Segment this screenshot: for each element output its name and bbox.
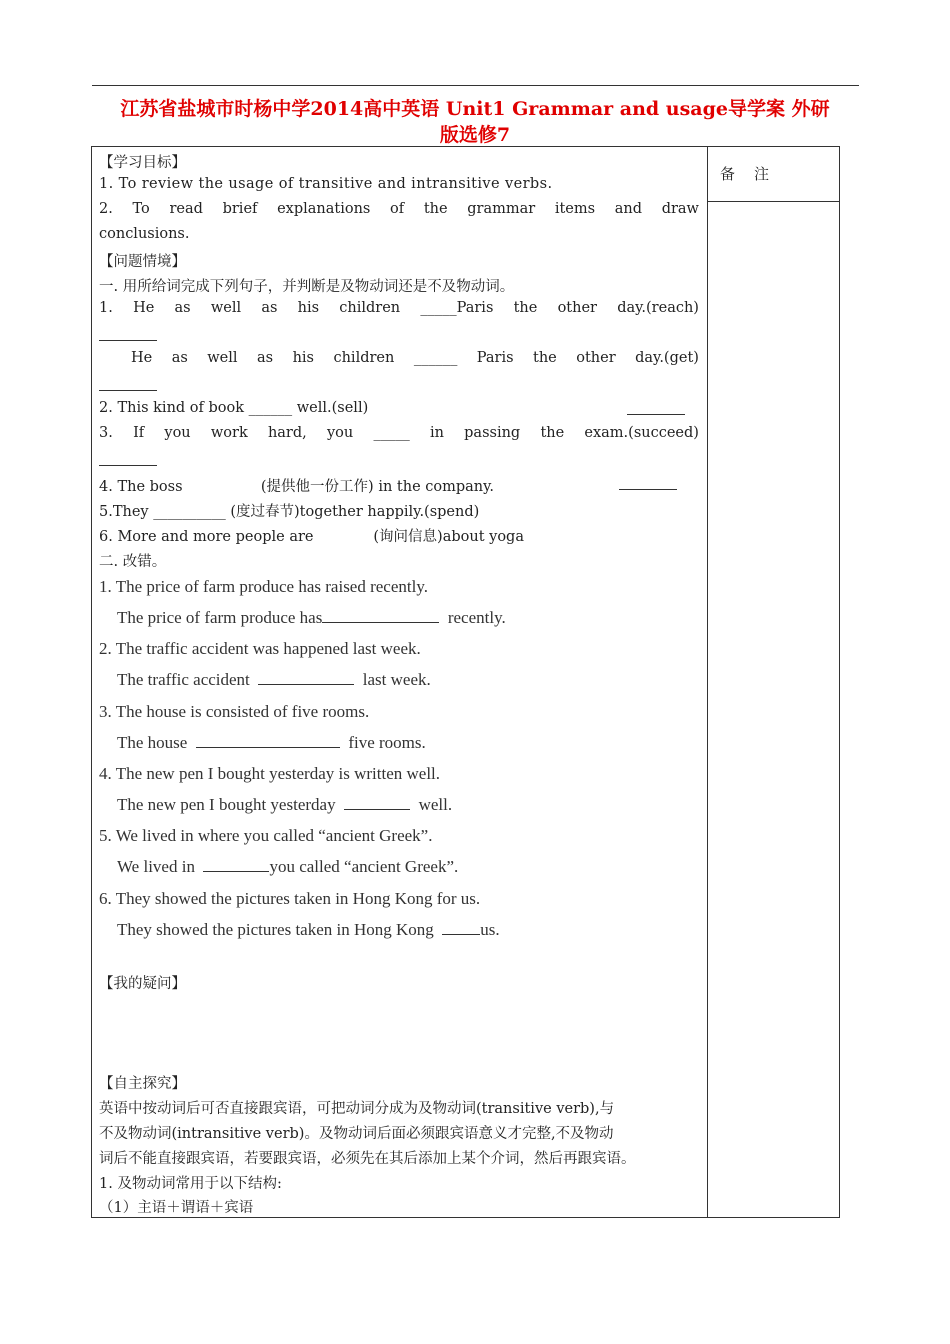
correction-5-original: 5. We lived in where you called “ancient Greek”. — [99, 826, 433, 845]
explore-point-1: 1. 及物动词常用于以下结构: — [99, 1176, 282, 1192]
answer-blank[interactable] — [619, 475, 677, 494]
notes-column-divider — [707, 146, 708, 1218]
correction-6-rewrite: They showed the pictures taken in Hong Kong us. — [117, 920, 500, 939]
notes-header-divider — [707, 201, 840, 202]
question-1a: 1. He as well as his children _____Paris the other day.(reach) — [99, 300, 699, 316]
explore-paragraph-line-3: 词后不能直接跟宾语，若要跟宾语，必须先在其后添加上某个介词，然后再跟宾语。 — [99, 1151, 636, 1167]
correction-1-rewrite: The price of farm produce has recently. — [117, 608, 506, 627]
answer-blank[interactable] — [203, 857, 269, 872]
document-title: 江苏省盐城市时杨中学2014高中英语 Unit1 Grammar and usage导学案 外研 — [120, 98, 830, 120]
explore-structure-1: （1）主语＋谓语＋宾语 — [99, 1200, 254, 1216]
answer-blank[interactable] — [627, 400, 685, 419]
notes-column-header: 备 注 — [720, 165, 772, 183]
questions-heading: 【我的疑问】 — [99, 976, 186, 992]
explore-paragraph-line-2: 不及物动词(intransitive verb)。及物动词后面必须跟宾语意义才完整,不及物动 — [99, 1126, 614, 1142]
answer-blank[interactable] — [196, 733, 340, 748]
goal-2: 2. To read brief explanations of the grammar items and draw — [99, 201, 699, 217]
correction-5-rewrite: We lived in you called “ancient Greek”. — [117, 857, 459, 876]
answer-blank[interactable] — [442, 920, 480, 935]
answer-blank[interactable] — [258, 670, 354, 685]
correction-2-rewrite: The traffic accident last week. — [117, 670, 431, 689]
answer-blank[interactable] — [322, 608, 439, 623]
correction-3-rewrite: The house five rooms. — [117, 733, 426, 752]
explore-heading: 【自主探究】 — [99, 1076, 186, 1092]
part-2-instructions: 二. 改错。 — [99, 554, 167, 570]
correction-6-original: 6. They showed the pictures taken in Hong Kong for us. — [99, 889, 481, 908]
question-3: 3. If you work hard, you _____ in passing the exam.(succeed) — [99, 425, 699, 441]
answer-blank[interactable] — [344, 795, 410, 810]
question-2: 2. This kind of book ______ well.(sell) — [99, 400, 369, 416]
goals-heading: 【学习目标】 — [99, 155, 186, 171]
answer-blank[interactable] — [99, 451, 157, 470]
explore-paragraph-line-1: 英语中按动词后可否直接跟宾语，可把动词分成为及物动词(transitive verb),与 — [99, 1101, 615, 1117]
document-title-continued: 版选修7 — [439, 124, 511, 146]
answer-blank[interactable] — [99, 326, 157, 345]
correction-4-rewrite: The new pen I bought yesterday well. — [117, 795, 453, 814]
question-6: 6. More and more people are (询问信息)about yoga — [99, 529, 524, 545]
question-4: 4. The boss (提供他一份工作) in the company. — [99, 479, 494, 495]
correction-4-original: 4. The new pen I bought yesterday is written well. — [99, 764, 441, 783]
correction-2-original: 2. The traffic accident was happened last week. — [99, 639, 421, 658]
correction-3-original: 3. The house is consisted of five rooms. — [99, 702, 370, 721]
goal-2-tail: conclusions. — [99, 226, 190, 242]
question-5: 5.They __________ (度过春节)together happily.(spend) — [99, 504, 480, 520]
correction-1-original: 1. The price of farm produce has raised recently. — [99, 577, 428, 596]
answer-blank[interactable] — [99, 376, 157, 395]
goal-1: 1. To review the usage of transitive and intransitive verbs. — [99, 176, 553, 192]
question-1b: He as well as his children ______ Paris the other day.(get) — [131, 350, 699, 366]
header-rule — [92, 85, 859, 86]
situation-heading: 【问题情境】 — [99, 254, 186, 270]
part-1-instructions: 一. 用所给词完成下列句子，并判断是及物动词还是不及物动词。 — [99, 279, 515, 295]
